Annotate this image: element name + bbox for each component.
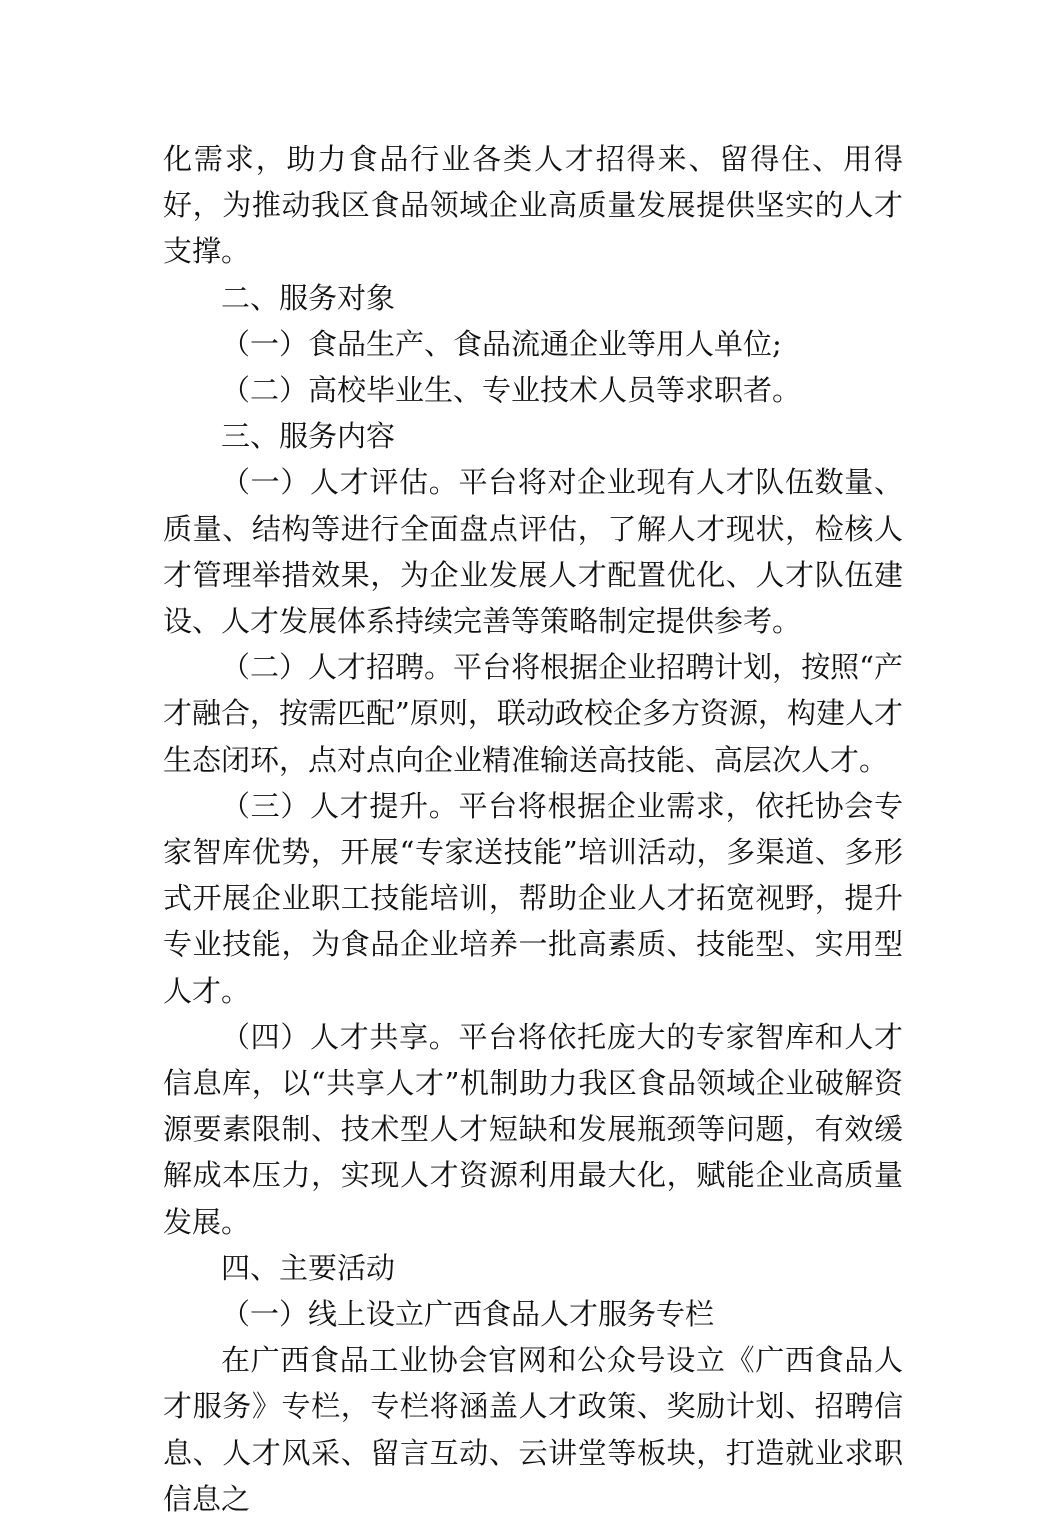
section-3-heading: 三、服务内容 (221, 419, 396, 454)
intro-continuation-paragraph: 化需求，助力食品行业各类人才招得来、留得住、用得好，为推动我区食品领域企业高质量发展提供坚实的人才支撑。 (163, 142, 903, 269)
section-3-paragraph-talent-improvement: （三）人才提升。平台将根据企业需求，依托协会专家智库优势，开展“专家送技能”培训活动，多渠道、多形式开展企业职工技能培训，帮助企业人才拓宽视野，提升专业技能，为食品企业培养一批高素质、技能型、实用型人才。 (163, 788, 903, 1008)
section-3-paragraph-talent-recruitment: （二）人才招聘。平台将根据企业招聘计划，按照“产才融合，按需匹配”原则，联动政校企多方资源，构建人才生态闭环，点对点向企业精准输送高技能、高层次人才。 (163, 650, 903, 777)
document-body (163, 136, 903, 1522)
section-4-paragraph: 在广西食品工业协会官网和公众号设立《广西食品人才服务》专栏，专栏将涵盖人才政策、奖励计划、招聘信息、人才风采、留言互动、云讲堂等板块，打造就业求职信息之 (163, 1343, 903, 1516)
section-3-paragraph-talent-sharing: （四）人才共享。平台将依托庞大的专家智库和人才信息库，以“共享人才”机制助力我区食品领域企业破解资源要素限制、技术型人才短缺和发展瓶颈等问题，有效缓解成本压力，实现人才资源利用最大化，赋能企业高质量发展。 (163, 1019, 903, 1239)
section-2-heading: 二、服务对象 (221, 280, 396, 315)
section-2-item-1: （一）食品生产、食品流通企业等用人单位; (221, 326, 782, 361)
section-4-heading: 四、主要活动 (221, 1250, 396, 1285)
section-2-item-2: （二）高校毕业生、专业技术人员等求职者。 (221, 373, 802, 408)
section-3-paragraph-talent-assessment: （一）人才评估。平台将对企业现有人才队伍数量、质量、结构等进行全面盘点评估，了解人才现状，检核人才管理举措效果，为企业发展人才配置优化、人才队伍建设、人才发展体系持续完善等策略制定提供参考。 (163, 465, 903, 639)
section-4-sub-heading: （一）线上设立广西食品人才服务专栏 (221, 1297, 715, 1332)
